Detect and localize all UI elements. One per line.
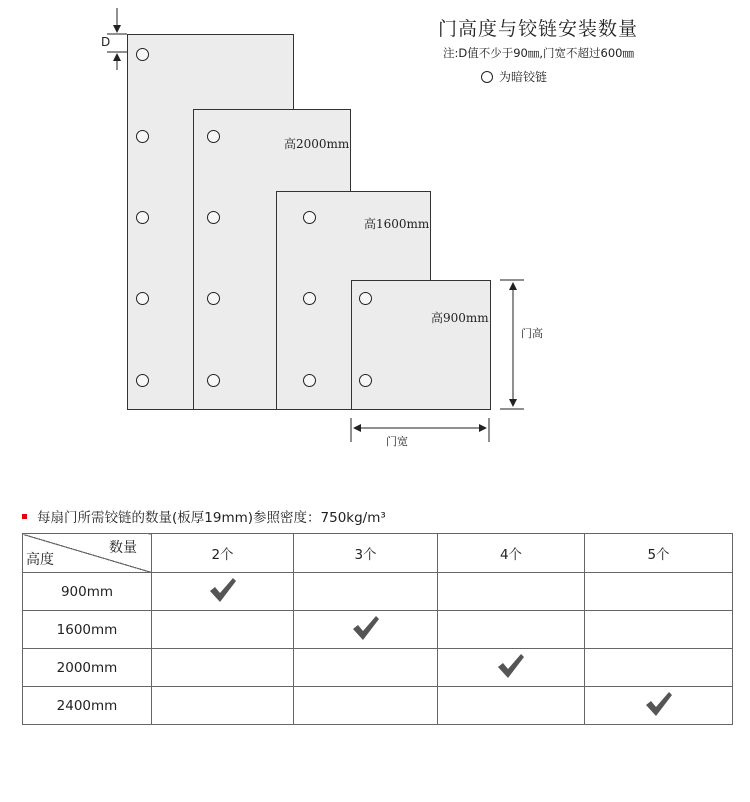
bullet-icon [22, 514, 27, 519]
table-cell [438, 611, 585, 649]
table-cell [152, 573, 294, 611]
check-icon [644, 690, 674, 718]
diagram-title: 门高度与铰链安装数量 [438, 18, 639, 40]
table-row [23, 611, 733, 649]
table-row [23, 649, 733, 687]
table-cell [438, 573, 585, 611]
table-cell [438, 649, 585, 687]
door-label-900mm: 高900mm [431, 311, 489, 325]
installation-note: 注:D值不少于90㎜,门宽不超过600㎜ [443, 46, 634, 60]
column-header: 3个 [294, 534, 438, 573]
table-cell [152, 611, 294, 649]
row-height-label: 2000mm [23, 649, 152, 687]
column-header: 5个 [585, 534, 733, 573]
table-cell [152, 687, 294, 725]
table-cell [294, 649, 438, 687]
table-header-row [23, 534, 733, 573]
table-row [23, 687, 733, 725]
door-height-label: 门高 [521, 327, 543, 340]
section-heading [22, 506, 386, 526]
hinge-quantity-table [22, 533, 733, 725]
corner-quantity-label: 数量 [109, 540, 137, 556]
row-height-label: 900mm [23, 573, 152, 611]
table-cell [152, 649, 294, 687]
table-cell [294, 573, 438, 611]
table-corner-cell [23, 534, 152, 573]
column-header: 2个 [152, 534, 294, 573]
row-height-label: 1600mm [23, 611, 152, 649]
table-cell [585, 573, 733, 611]
column-header: 4个 [438, 534, 585, 573]
table-cell [585, 649, 733, 687]
table-cell [294, 687, 438, 725]
door-label-2000mm: 高2000mm [284, 137, 350, 151]
table-cell [585, 611, 733, 649]
dimension-d-label: D [101, 35, 111, 49]
section-heading-text: 每扇门所需铰链的数量(板厚19mm)参照密度：750kg/m³ [37, 510, 386, 526]
check-icon [351, 614, 381, 642]
corner-height-label: 高度 [26, 552, 54, 568]
legend-label: 为暗铰链 [499, 70, 548, 84]
table-cell [438, 687, 585, 725]
door-width-label: 门宽 [386, 435, 408, 448]
row-height-label: 2400mm [23, 687, 152, 725]
check-icon [208, 576, 238, 604]
table-cell [294, 611, 438, 649]
door-label-1600mm: 高1600mm [364, 217, 430, 231]
check-icon [496, 652, 526, 680]
table-row [23, 573, 733, 611]
table-cell [585, 687, 733, 725]
